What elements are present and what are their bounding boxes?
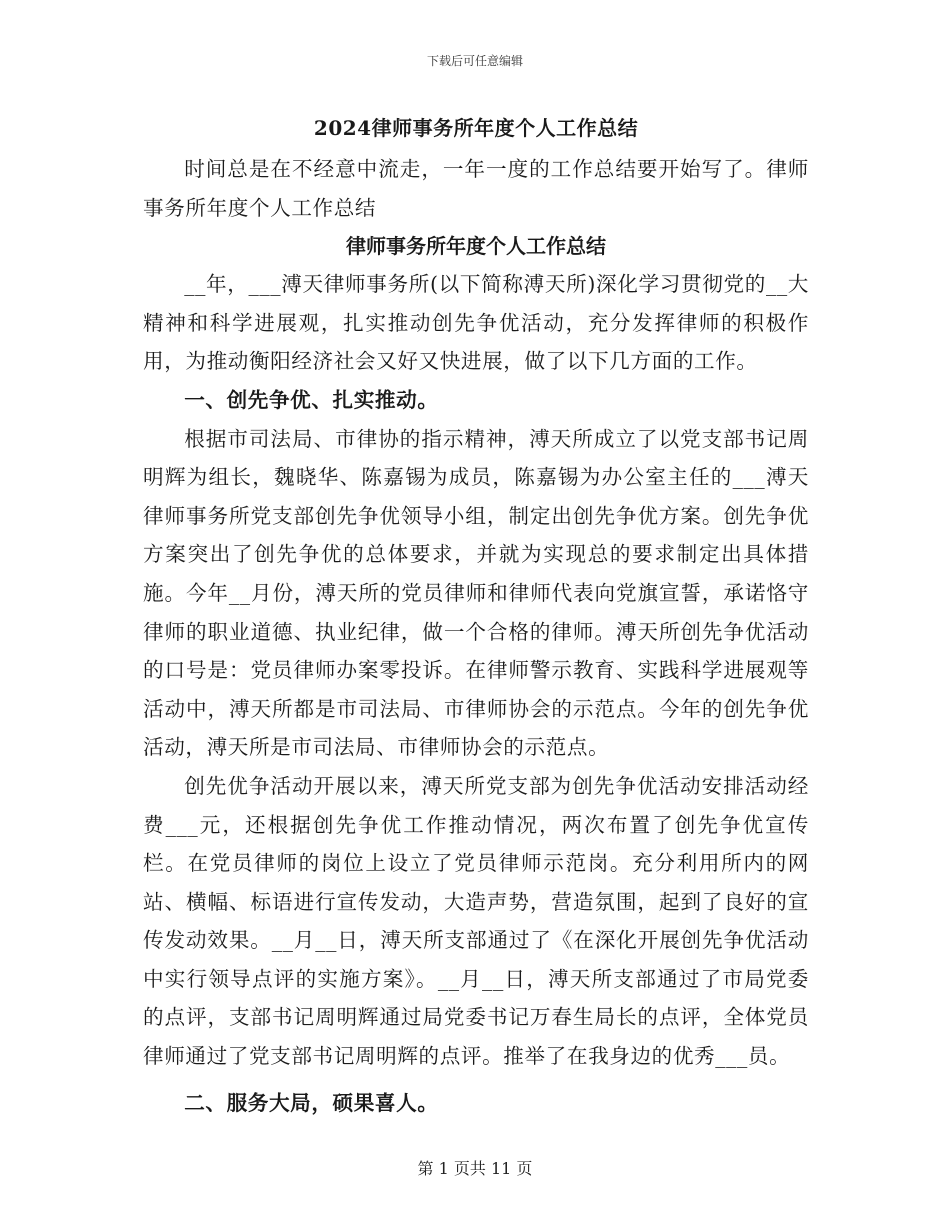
intro-paragraph: 时间总是在不经意中流走，一年一度的工作总结要开始写了。律师事务所年度个人工作总结 <box>143 157 809 220</box>
section-1-heading: 一、创先争优、扎实推动。 <box>184 387 439 412</box>
paragraph-3: 创先优争活动开展以来，溥天所党支部为创先争优活动安排活动经费___元，还根据创先争优工作推动情况，两次布置了创先争优宣传栏。在党员律师的岗位上设立了党员律师示范岗。充分利用所内的网站、横幅、标语进行宣传发动，大造声势，营造氛围，起到了良好的宣传发动效果。__月__日，溥天所支部通过了《在深化开展创先争优活动中实行领导点评的实施方案》。__月__日，溥天所支部通过了市局党委的点评，支部书记周明辉通过局党委书记万春生局长的点评，全体党员律师通过了党支部书记周明辉的点评。推举了在我身边的优秀___员。 <box>143 773 809 1069</box>
document-title: 2024律师事务所年度个人工作总结 <box>313 116 639 140</box>
paragraph-1: __年，___溥天律师事务所(以下简称溥天所)深化学习贯彻党的__大精神和科学进展观，扎实推动创先争优活动，充分发挥律师的积极作用，为推动衡阳经济社会又好又快进展，做了以下几方面的工作。 <box>143 272 809 374</box>
section-2-heading: 二、服务大局，硕果喜人。 <box>184 1090 439 1115</box>
page-header-note: 下载后可任意编辑 <box>426 54 523 68</box>
page-number: 第 1 页共 11 页 <box>417 1159 533 1178</box>
paragraph-2: 根据市司法局、市律协的指示精神，溥天所成立了以党支部书记周明辉为组长，魏晓华、陈嘉锡为成员，陈嘉锡为办公室主任的___溥天律师事务所党支部创先争优领导小组，制定出创先争优方案。创先争优方案突出了创先争优的总体要求，并就为实现总的要求制定出具体措施。今年__月份，溥天所的党员律师和律师代表向党旗宣誓，承诺恪守律师的职业道德、执业纪律，做一个合格的律师。溥天所创先争优活动的口号是：党员律师办案零投诉。在律师警示教育、实践科学进展观等活动中，溥天所都是市司法局、市律师协会的示范点。今年的创先争优活动，溥天所是市司法局、市律师协会的示范点。 <box>143 426 809 760</box>
document-subtitle: 律师事务所年度个人工作总结 <box>346 234 606 259</box>
document-body <box>143 112 809 1122</box>
